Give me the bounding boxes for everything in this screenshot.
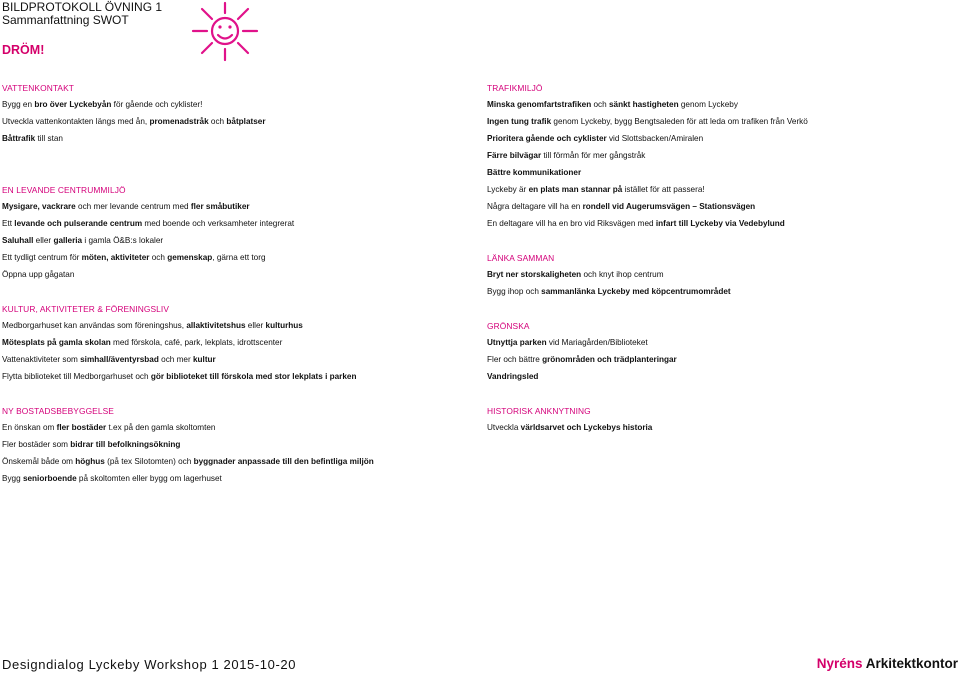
bullet-line [2, 202, 250, 212]
text-segment: Bygg [2, 474, 23, 483]
drom-heading: DRÖM! [2, 43, 45, 57]
emphasis-text: en plats man stannar på [528, 185, 623, 194]
emphasis-text: möten, aktiviteter [81, 253, 150, 262]
bullet-line [487, 100, 738, 110]
emphasis-text: Saluhall [2, 236, 34, 245]
bullet-line [2, 253, 266, 263]
bullet-line [2, 270, 74, 280]
text-segment: Några deltagare vill ha en [487, 202, 583, 211]
text-segment: eller [245, 321, 266, 330]
emphasis-text: kultur [193, 355, 216, 364]
company-suffix: Arkitektkontor [862, 656, 958, 671]
emphasis-text: grönområden och trädplanteringar [542, 355, 677, 364]
bullet-line [2, 423, 215, 433]
emphasis-text: seniorboende [22, 474, 77, 483]
emphasis-text: bidrar till befolkningsökning [70, 440, 181, 449]
text-segment: och knyt ihop centrum [581, 270, 664, 279]
bullet-line [2, 474, 222, 484]
emphasis-text: Mötesplats på gamla skolan [2, 338, 111, 347]
text-segment: Fler bostäder som [2, 440, 71, 449]
text-segment: Önskemål både om [2, 457, 76, 466]
emphasis-text: Mysigare, vackrare [2, 202, 76, 211]
bullet-line [2, 134, 63, 144]
emphasis-text: sänkt hastigheten [608, 100, 679, 109]
emphasis-text: promenadstråk [149, 117, 209, 126]
document-subtitle: Sammanfattning SWOT [2, 13, 129, 27]
text-segment: eller [33, 236, 54, 245]
emphasis-text: Minska genomfartstrafiken [487, 100, 592, 109]
bullet-line [487, 423, 652, 433]
text-segment: vid Mariagården/Biblioteket [546, 338, 648, 347]
text-segment: Vattenaktiviteter som [2, 355, 81, 364]
emphasis-text: infart till Lyckeby via Vedebylund [655, 219, 785, 228]
bullet-line [2, 321, 303, 331]
bullet-line [487, 168, 581, 178]
bullet-line [487, 117, 808, 127]
text-segment: vid Slottsbacken/Amiralen [606, 134, 704, 143]
company-brand: Nyréns [816, 656, 863, 671]
bullet-line [487, 151, 645, 161]
emphasis-text: fler småbutiker [190, 202, 250, 211]
text-segment: En önskan om [2, 423, 57, 432]
text-segment: och [149, 253, 168, 262]
section-heading: GRÖNSKA [487, 321, 530, 331]
section-heading: LÄNKA SAMMAN [487, 253, 555, 263]
bullet-line [2, 100, 202, 110]
text-segment: genom Lyckeby, bygg Bengtsaleden för att leda om trafiken från Verkö [551, 117, 808, 126]
text-segment: Medborgarhuset kan användas som föreningshus, [2, 321, 187, 330]
emphasis-text: levande och pulserande centrum [14, 219, 143, 228]
bullet-line [2, 457, 374, 467]
emphasis-text: fler bostäder [56, 423, 107, 432]
emphasis-text: Vandringsled [487, 372, 539, 381]
bullet-line [487, 202, 755, 212]
text-segment: på skoltomten eller bygg om lagerhuset [76, 474, 222, 483]
text-segment: i gamla Ö&B:s lokaler [82, 236, 164, 245]
emphasis-text: Ingen tung trafik [487, 117, 552, 126]
text-segment: Flytta biblioteket till Medborgarhuset och [2, 372, 151, 381]
text-segment: Lyckeby är [487, 185, 529, 194]
text-segment: genom Lyckeby [678, 100, 738, 109]
text-segment: , gärna ett torg [212, 253, 266, 262]
text-segment: Fler och bättre [487, 355, 543, 364]
text-segment: Utveckla [487, 423, 521, 432]
text-segment: (på tex Silotomten) och [104, 457, 194, 466]
emphasis-text: allaktivitetshus [186, 321, 246, 330]
bullet-line [487, 372, 538, 382]
emphasis-text: gemenskap [167, 253, 213, 262]
section-heading: TRAFIKMILJÖ [487, 83, 543, 93]
section-heading: KULTUR, AKTIVITETER & FÖRENINGSLIV [2, 304, 170, 314]
text-segment: Utveckla vattenkontakten längs med ån, [2, 117, 150, 126]
bullet-line [2, 219, 294, 229]
bullet-line [2, 338, 282, 348]
emphasis-text: båtplatser [226, 117, 266, 126]
bullet-line [2, 117, 266, 127]
text-segment: till stan [35, 134, 63, 143]
text-segment: Bygg ihop och [487, 287, 542, 296]
emphasis-text: kulturhus [265, 321, 303, 330]
smiling-sun-icon [185, 0, 265, 68]
emphasis-text: gör biblioteket till förskola med stor lekplats i parken [150, 372, 357, 381]
emphasis-text: höghus [75, 457, 105, 466]
bullet-line [2, 372, 356, 382]
bullet-line [487, 219, 785, 229]
emphasis-text: sammanlänka Lyckeby med köpcentrumområdet [541, 287, 731, 296]
text-segment: istället för att passera! [622, 185, 705, 194]
section-heading: HISTORISK ANKNYTNING [487, 406, 591, 416]
text-segment: En deltagare vill ha en bro vid Riksvägen med [487, 219, 656, 228]
emphasis-text: galleria [53, 236, 83, 245]
bullet-line [487, 270, 664, 280]
emphasis-text: simhall/äventyrsbad [80, 355, 159, 364]
emphasis-text: Bryt ner storskaligheten [487, 270, 582, 279]
text-segment: med boende och verksamheter integrerat [142, 219, 295, 228]
emphasis-text: Bättre kommunikationer [487, 168, 582, 177]
text-segment: och [208, 117, 227, 126]
emphasis-text: byggnader anpassade till den befintliga miljön [193, 457, 374, 466]
bullet-line [2, 236, 163, 246]
emphasis-text: Färre bilvägar [487, 151, 542, 160]
emphasis-text: Utnyttja parken [487, 338, 547, 347]
emphasis-text: bro över Lyckebyån [34, 100, 112, 109]
emphasis-text: Prioritera gående och cyklister [487, 134, 607, 143]
text-segment: för gående och cyklister! [111, 100, 203, 109]
text-segment: och mer [158, 355, 193, 364]
bullet-line [487, 287, 731, 297]
section-heading: NY BOSTADSBEBYGGELSE [2, 406, 114, 416]
text-segment: Öppna upp gågatan [2, 270, 75, 279]
text-segment: med förskola, café, park, lekplats, idrottscenter [110, 338, 283, 347]
text-segment: Bygg en [2, 100, 35, 109]
bullet-line [2, 355, 216, 365]
text-segment: till förmån för mer gångstråk [541, 151, 646, 160]
document-title: BILDPROTOKOLL ÖVNING 1 [2, 0, 163, 14]
text-segment: Ett tydligt centrum för [2, 253, 82, 262]
bullet-line [487, 338, 648, 348]
section-heading: VATTENKONTAKT [2, 83, 75, 93]
text-segment: och mer levande centrum med [75, 202, 191, 211]
bullet-line [2, 440, 180, 450]
bullet-line [487, 355, 677, 365]
emphasis-text: Båttrafik [2, 134, 36, 143]
footer-company [817, 656, 958, 671]
emphasis-text: världsarvet och Lyckebys historia [520, 423, 653, 432]
section-heading: EN LEVANDE CENTRUMMILJÖ [2, 185, 126, 195]
text-segment: Ett [2, 219, 15, 228]
text-segment: t.ex på den gamla skoltomten [106, 423, 216, 432]
bullet-line [487, 134, 703, 144]
bullet-line [487, 185, 705, 195]
emphasis-text: rondell vid Augerumsvägen – Stationsvägen [582, 202, 756, 211]
text-segment: och [591, 100, 609, 109]
footer-event-info: Designdialog Lyckeby Workshop 1 2015-10-20 [2, 657, 297, 672]
